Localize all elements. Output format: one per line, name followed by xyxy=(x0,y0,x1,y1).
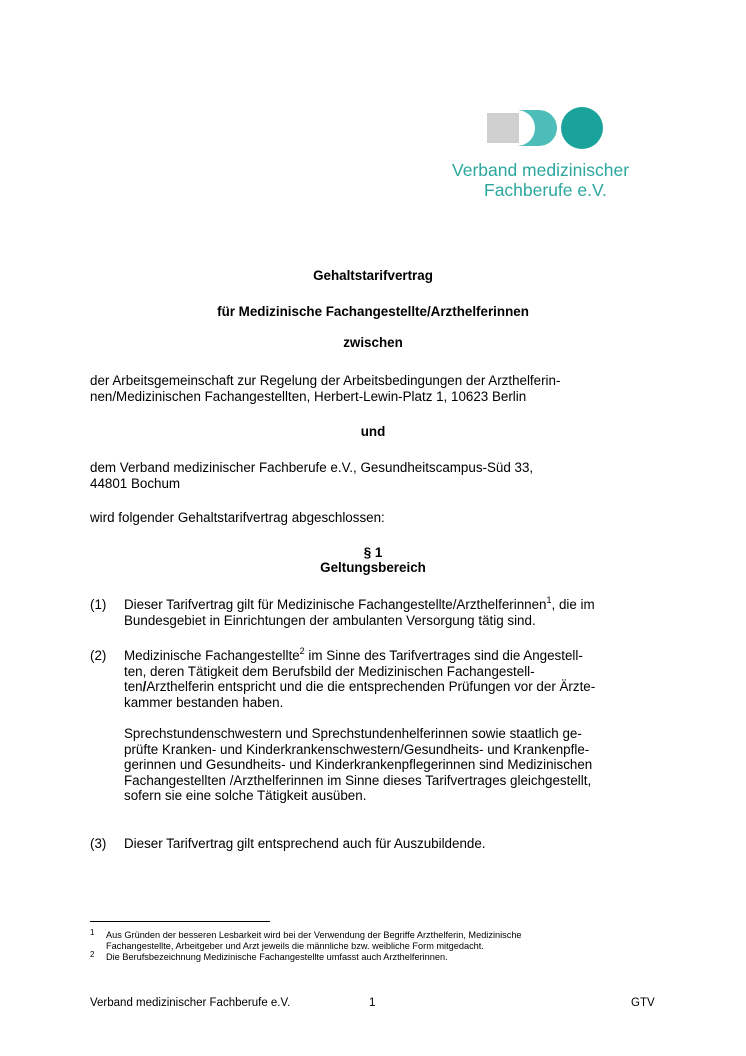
party2-line2: 44801 Bochum xyxy=(90,475,181,491)
clause-2-p2-line2: prüfte Kranken- und Kinderkrankenschwestern/Gesundheits- und Krankenpfle- xyxy=(124,741,590,757)
clause-1-line2: Bundesgebiet in Einrichtungen der ambulanten Versorgung tätig sind. xyxy=(124,612,536,628)
footnote-ref-2: 2 xyxy=(299,645,305,656)
footnote-separator xyxy=(90,921,270,922)
clause-1-number: (1) xyxy=(90,597,107,612)
footer-doc-code: GTV xyxy=(631,997,655,1009)
logo-grey-square xyxy=(487,113,519,143)
footnote-2 xyxy=(90,952,660,963)
logo-light-teal-shape xyxy=(517,110,557,146)
clause-2-p2-line3: gerinnen und Gesundheits- und Kinderkrankenpflegerinnen sind Medizinischen xyxy=(124,757,593,773)
clause-1-line1-text: Dieser Tarifvertrag gilt für Medizinische Fachangestellte/Arzthelferinnen xyxy=(124,597,547,612)
clause-2-line3-slash: / xyxy=(142,679,147,695)
clause-2-spacer xyxy=(124,710,595,726)
clause-3-number: (3) xyxy=(90,836,107,851)
footnotes xyxy=(90,930,660,963)
party2-paragraph xyxy=(90,460,660,491)
footnote-1-line1: Aus Gründen der besseren Lesbarkeit wird bei der Verwendung der Begriffe Arzthelferin, Medizinische xyxy=(106,930,522,940)
concluded-paragraph xyxy=(90,510,660,526)
clause-2-line3-text: Arzthelferin entspricht und die die entsprechenden Prüfungen vor der Ärzte- xyxy=(146,679,596,695)
clause-2-line3-start: ten xyxy=(124,679,143,695)
document-title: Gehaltstarifvertrag xyxy=(313,268,433,283)
document-subtitle: für Medizinische Fachangestellte/Arzthelferinnen xyxy=(217,304,529,319)
footer-page-number: 1 xyxy=(369,997,376,1009)
logo-text-line2: Fachberufe e.V. xyxy=(484,180,607,200)
party1-line2: nen/Medizinischen Fachangestellten, Herbert-Lewin-Platz 1, 10623 Berlin xyxy=(90,388,527,404)
clause-2-line2: ten, deren Tätigkeit dem Berufsbild der Medizinischen Fachangestell- xyxy=(124,663,535,679)
clause-2-p2-line5: sofern sie eine solche Tätigkeit ausüben. xyxy=(124,788,367,804)
logo-mark-icon xyxy=(487,106,607,150)
footnote-1 xyxy=(90,930,660,952)
clause-2-p2-line4: Fachangestellten /Arzthelferinnen im Sinne dieses Tarifvertrages gleichgestellt, xyxy=(124,772,592,788)
footnote-1-line2: Fachangestellte, Arbeitgeber und Arzt jeweils die männliche bzw. weibliche Form mitgedacht. xyxy=(106,941,484,951)
footnote-2-mark: 2 xyxy=(90,950,95,959)
party1-paragraph xyxy=(90,373,660,404)
clause-2-line1-text: Medizinische Fachangestellte xyxy=(124,648,300,663)
clause-2-p2-line1: Sprechstundenschwestern und Sprechstundenhelferinnen sowie staatlich ge- xyxy=(124,725,582,741)
clause-2-line3 xyxy=(124,679,595,695)
clause-1-line1 xyxy=(124,594,595,613)
footer-organization: Verband medizinischer Fachberufe e.V. xyxy=(90,997,291,1009)
footnote-2-text xyxy=(106,952,676,963)
clause-1-body xyxy=(124,594,595,628)
party2-line1: dem Verband medizinischer Fachberufe e.V., Gesundheitscampus-Süd 33, xyxy=(90,460,534,475)
between-label: zwischen xyxy=(343,335,403,350)
clause-2-line4: kammer bestanden haben. xyxy=(124,694,284,710)
concluded-line: wird folgender Gehaltstarifvertrag abgeschlossen: xyxy=(90,510,385,525)
clause-2-body xyxy=(124,645,596,804)
logo-text-line1: Verband medizinischer xyxy=(452,160,630,180)
section-number: § 1 xyxy=(363,545,383,560)
footnote-1-mark: 1 xyxy=(90,928,95,937)
clause-2-line1 xyxy=(124,645,595,664)
clause-1-line1-tail: , die im xyxy=(551,597,595,612)
footnote-ref-1: 1 xyxy=(546,594,552,605)
clause-2-number: (2) xyxy=(90,648,107,663)
footnote-2-line1: Die Berufsbezeichnung Medizinische Fachangestellte umfasst auch Arzthelferinnen. xyxy=(106,952,448,962)
clause-3-line1: Dieser Tarifvertrag gilt entsprechend auch für Auszubildende. xyxy=(124,836,486,851)
logo xyxy=(452,106,652,206)
logo-teal-circle xyxy=(561,107,603,149)
and-label: und xyxy=(360,424,386,439)
section-heading: Geltungsbereich xyxy=(320,560,426,575)
clause-3-body xyxy=(124,836,486,852)
clause-2-line1-tail: im Sinne des Tarifvertrages sind die Angestell- xyxy=(304,648,583,663)
footnote-1-text xyxy=(106,930,676,952)
party1-line1: der Arbeitsgemeinschaft zur Regelung der Arbeitsbedingungen der Arzthelferin- xyxy=(90,373,561,388)
